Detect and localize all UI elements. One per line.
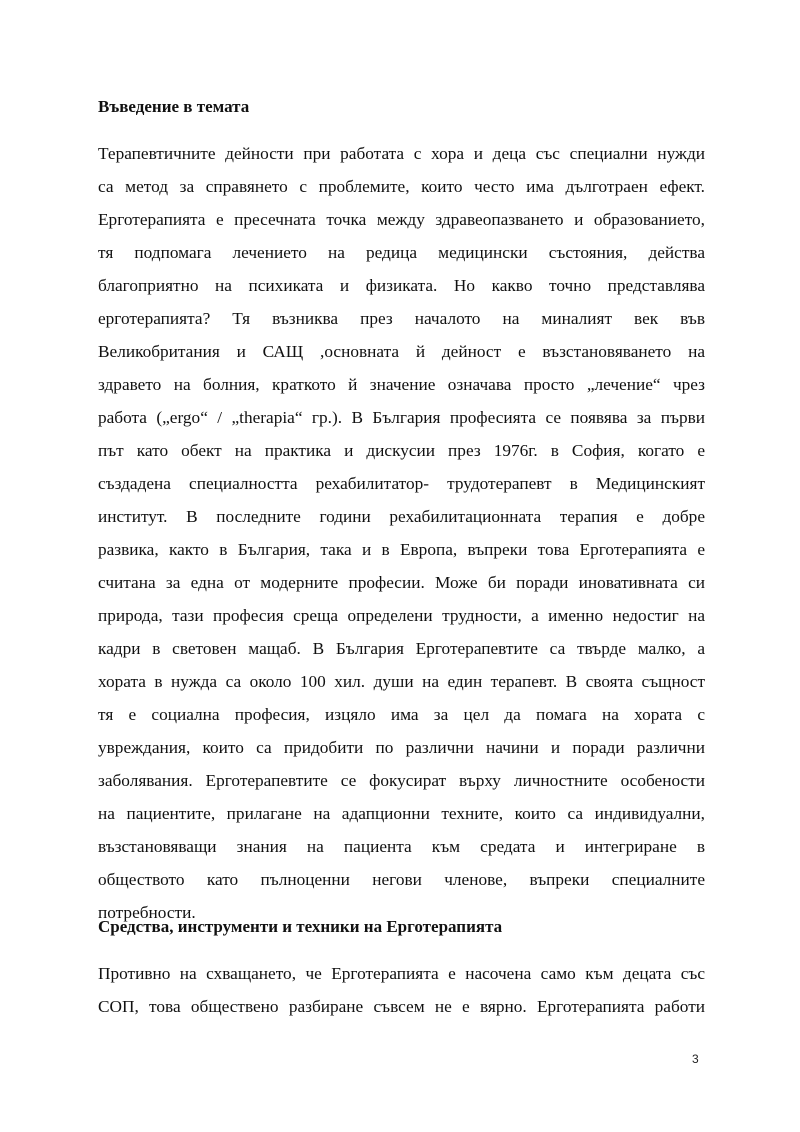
text-line: кадри в световен мащаб. В България Ерготерапевтите са твърде малко, а <box>98 639 705 658</box>
text-line: възстановяващи знания на пациента към средата и интегриране в <box>98 837 705 856</box>
text-line: са метод за справянето с проблемите, които често има дълготраен ефект. <box>98 177 705 196</box>
text-line: увреждания, които са придобити по различни начини и поради различни <box>98 738 705 757</box>
text-line: заболявания. Ерготерапевтите се фокусират върху личностните особености <box>98 771 705 790</box>
text-line: здравето на болния, краткото й значение означава просто „лечение“ чрез <box>98 375 705 394</box>
text-line: развика, както в България, така и в Европа, въпреки това Ерготерапията е <box>98 540 705 559</box>
paragraph-tools-techniques <box>98 957 705 1023</box>
text-line: Терапевтичните дейности при работата с хора и деца със специални нужди <box>98 144 705 163</box>
text-line: считана за една от модерните професии. Може би поради иновативната си <box>98 573 705 592</box>
text-line: благоприятно на психиката и физиката. Но какво точно представлява <box>98 276 705 295</box>
text-line: тя подпомага лечението на редица медицински състояния, действа <box>98 243 705 262</box>
text-line: природа, тази професия среща определени трудности, а именно недостиг на <box>98 606 705 625</box>
text-line: СОП, това обществено разбиране съвсем не е вярно. Ерготерапията работи <box>98 997 705 1016</box>
text-line: хората в нужда са около 100 хил. души на един терапевт. В своята същност <box>98 672 705 691</box>
text-line: ерготерапията? Тя възниква през началото на миналият век във <box>98 309 705 328</box>
section-heading-tools-techniques: Средства, инструменти и техники на Ерготерапията <box>98 917 503 936</box>
text-line: потребности. <box>98 903 196 922</box>
text-line: институт. В последните години рехабилитационната терапия е добре <box>98 507 705 526</box>
paragraph-introduction <box>98 137 705 929</box>
text-line: път като обект на практика и дискусии през 1976г. в София, когато е <box>98 441 705 460</box>
page-number: 3 <box>692 1052 699 1066</box>
text-line: Великобритания и САЩ ,основната й дейност е възстановяването на <box>98 342 705 361</box>
text-line: работа („ergo“ / „therapia“ гр.). В България професията се появява за първи <box>98 408 705 427</box>
text-line: обществото като пълноценни негови членове, въпреки специалните <box>98 870 705 889</box>
text-line: тя е социална професия, изцяло има за цел да помага на хората с <box>98 705 705 724</box>
text-line: Ерготерапията е пресечната точка между здравеопазването и образованието, <box>98 210 705 229</box>
section-heading-introduction: Въведение в темата <box>98 97 250 116</box>
text-line: на пациентите, прилагане на адапционни техните, които са индивидуални, <box>98 804 705 823</box>
text-line: Противно на схващането, че Ерготерапията е насочена само към децата със <box>98 964 705 983</box>
text-line: създадена специалността рехабилитатор- трудотерапевт в Медицинският <box>98 474 705 493</box>
